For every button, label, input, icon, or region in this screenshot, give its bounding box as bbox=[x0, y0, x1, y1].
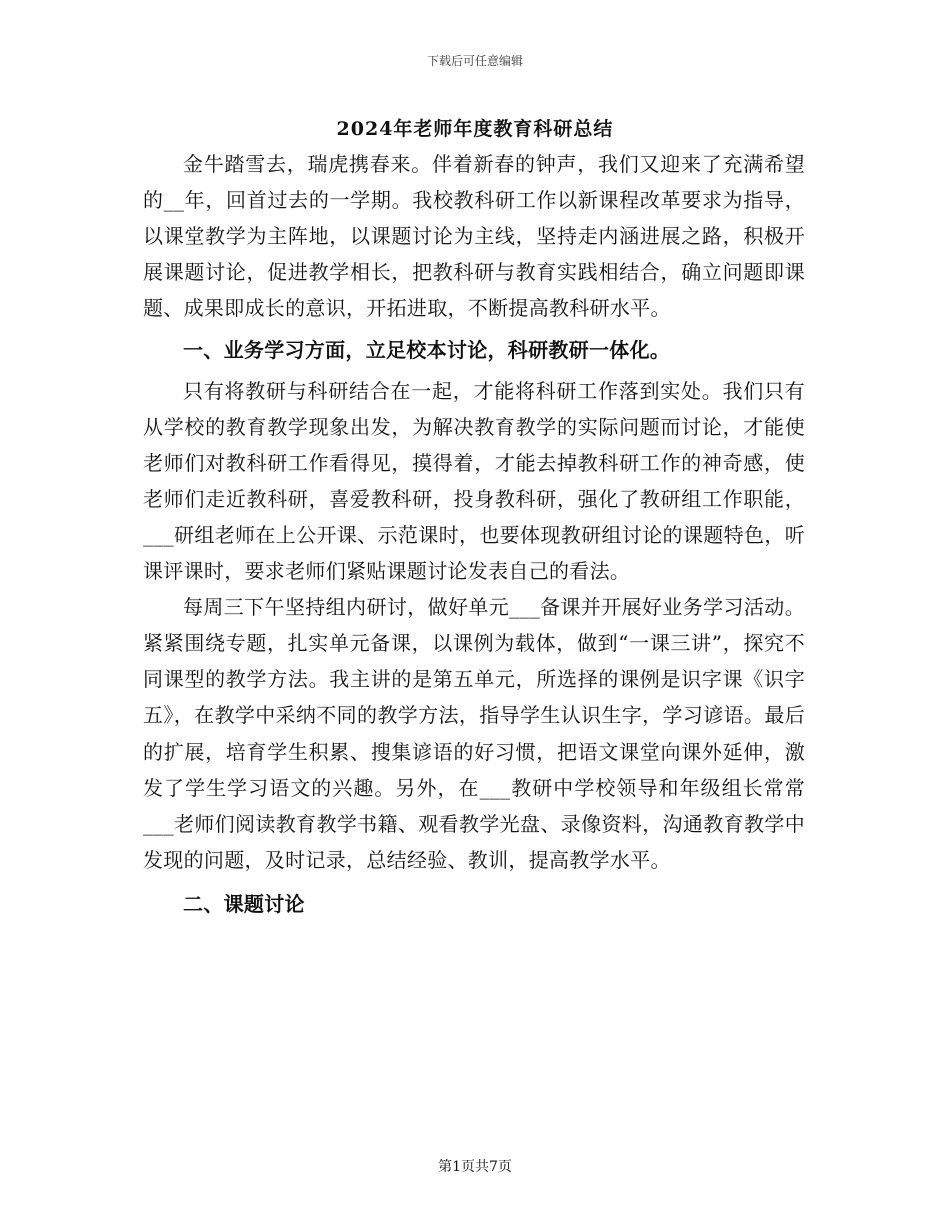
body-paragraph: 只有将教研与科研结合在一起，才能将科研工作落到实处。我们只有从学校的教育教学现象出发，为解决教育教学的实际问题而讨论，才能使老师们对教科研工作看得见，摸得着，才能去掉教科研工作的神奇感，使老师们走近教科研，喜爱教科研，投身教科研，强化了教研组工作职能，___研组老师在上公开课、示范课时，也要体现教研组讨论的课题特色，听课评课时，要求老师们紧贴课题讨论发表自己的看法。 bbox=[143, 378, 805, 584]
body-paragraph: 每周三下午坚持组内研讨，做好单元___备课并开展好业务学习活动。紧紧围绕专题，扎实单元备课，以课例为载体，做到“一课三讲”，探究不同课型的教学方法。我主讲的是第五单元，所选择的课例是识字课《识字五》，在教学中采纳不同的教学方法，指导学生认识生字，学习谚语。最后的扩展，培育学生积累、搜集谚语的好习惯，把语文课堂向课外延伸，激发了学生学习语文的兴趣。另外，在___教研中学校领导和年级组长常常___老师们阅读教育教学书籍、观看教学光盘、录像资料，沟通教育教学中发现的问题，及时记录，总结经验、教训，提高教学水平。 bbox=[143, 595, 805, 872]
document-title: 2024年老师年度教育科研总结 bbox=[336, 118, 614, 140]
section-heading-2: 二、课题讨论 bbox=[183, 891, 305, 916]
page-footer: 第1页共7页 bbox=[438, 1159, 512, 1175]
intro-paragraph: 金牛踏雪去，瑞虎携春来。伴着新春的钟声，我们又迎来了充满希望的__年，回首过去的一学期。我校教科研工作以新课程改革要求为指导，以课堂教学为主阵地，以课题讨论为主线，坚持走内涵进展之路，积极开展课题讨论，促进教学相长，把教科研与教育实践相结合，确立问题即课题、成果即成长的意识，开拓进取，不断提高教科研水平。 bbox=[143, 152, 805, 321]
section-heading-1: 一、业务学习方面，立足校本讨论，科研教研一体化。 bbox=[183, 338, 671, 363]
document-body bbox=[143, 146, 805, 922]
page-header: 下载后可任意编辑 bbox=[426, 54, 523, 68]
